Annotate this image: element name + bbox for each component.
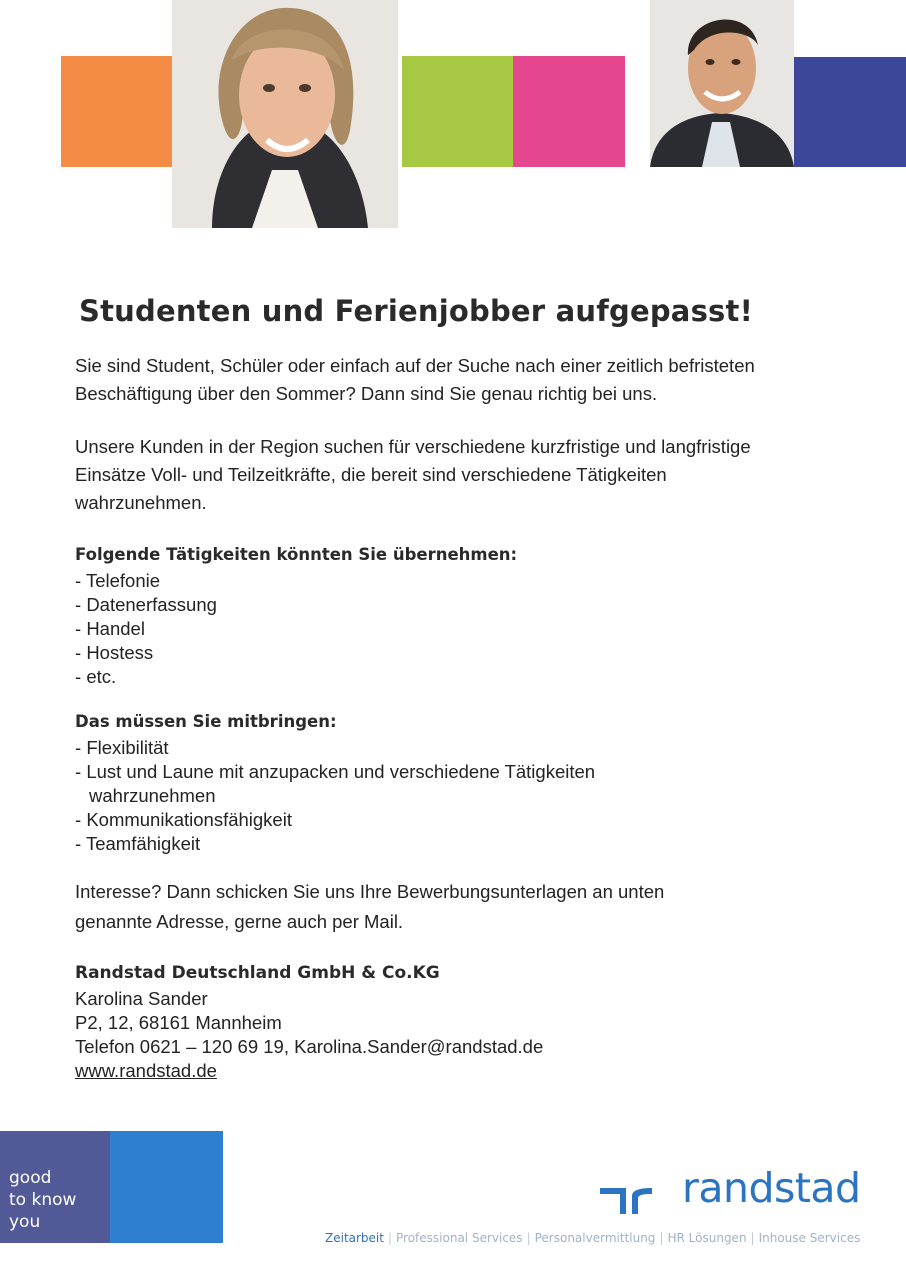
main-content [75, 352, 795, 1083]
list-item: - Lust und Laune mit anzupacken und verschiedene Tätigkeiten wahrzunehmen [75, 760, 645, 808]
list-item: - Datenerfassung [75, 593, 795, 617]
list-item: - Handel [75, 617, 795, 641]
man-photo [650, 0, 794, 167]
list-item: - Hostess [75, 641, 795, 665]
service-inhouse: Inhouse Services [758, 1231, 861, 1245]
lime-block [402, 56, 513, 167]
orange-block [61, 56, 172, 167]
company-contact [75, 959, 795, 1083]
randstad-logo-icon [596, 1180, 676, 1220]
phone-email: Telefon 0621 – 120 69 19, Karolina.Sander@randstad.de [75, 1036, 544, 1057]
woman-photo [172, 0, 398, 228]
man-portrait-icon [650, 0, 794, 167]
service-zeitarbeit: Zeitarbeit [325, 1231, 384, 1245]
service-hr: HR Lösungen [667, 1231, 747, 1245]
service-professional: Professional Services [396, 1231, 523, 1245]
intro-paragraph-2: Unsere Kunden in der Region suchen für verschiedene kurzfristige und langfristige Einsätze Voll- und Teilzeitkräfte, die bereit sind verschiedene Tätigkeiten wahrzunehmen. [75, 436, 751, 513]
blue-block [110, 1131, 223, 1243]
woman-portrait-icon [172, 0, 398, 228]
navy-block [794, 57, 906, 167]
list-item: - Telefonie [75, 569, 795, 593]
requirements-list [75, 736, 645, 856]
closing-paragraph: Interesse? Dann schicken Sie uns Ihre Bewerbungsunterlagen an unten genannte Adresse, gerne auch per Mail. [75, 881, 665, 932]
tagline-line-2: to know [9, 1190, 77, 1210]
company-address: P2, 12, 68161 Mannheim [75, 1012, 282, 1033]
tasks-list [75, 569, 795, 689]
good-to-know-you-block [0, 1131, 110, 1243]
intro-paragraph-1: Sie sind Student, Schüler oder einfach auf der Suche nach einer zeitlich befristeten Beschäftigung über den Sommer? Dann sind Sie genau richtig bei uns. [75, 355, 755, 404]
list-item: - Flexibilität [75, 736, 645, 760]
website-link[interactable]: www.randstad.de [75, 1060, 217, 1081]
magenta-block [513, 56, 625, 167]
list-item: - Teamfähigkeit [75, 832, 645, 856]
requirements-title: Das müssen Sie mitbringen: [75, 712, 337, 731]
tasks-title: Folgende Tätigkeiten könnten Sie übernehmen: [75, 545, 518, 564]
requirements-section [75, 708, 795, 856]
list-item: - Kommunikationsfähigkeit [75, 808, 645, 832]
tagline-line-1: good [9, 1168, 52, 1188]
tasks-section [75, 541, 795, 689]
tagline-line-3: you [9, 1212, 41, 1232]
randstad-logo [596, 1164, 876, 1220]
list-item: - etc. [75, 665, 795, 689]
headline: Studenten und Ferienjobber aufgepasst! [79, 294, 753, 328]
contact-person: Karolina Sander [75, 988, 208, 1009]
service-personalvermittlung: Personalvermittlung [534, 1231, 656, 1245]
services-bar: Zeitarbeit | Professional Services | Personalvermittlung | HR Lösungen | Inhouse Services [325, 1231, 861, 1245]
company-name: Randstad Deutschland GmbH & Co.KG [75, 963, 440, 983]
logo-wordmark: randstad [682, 1164, 861, 1212]
